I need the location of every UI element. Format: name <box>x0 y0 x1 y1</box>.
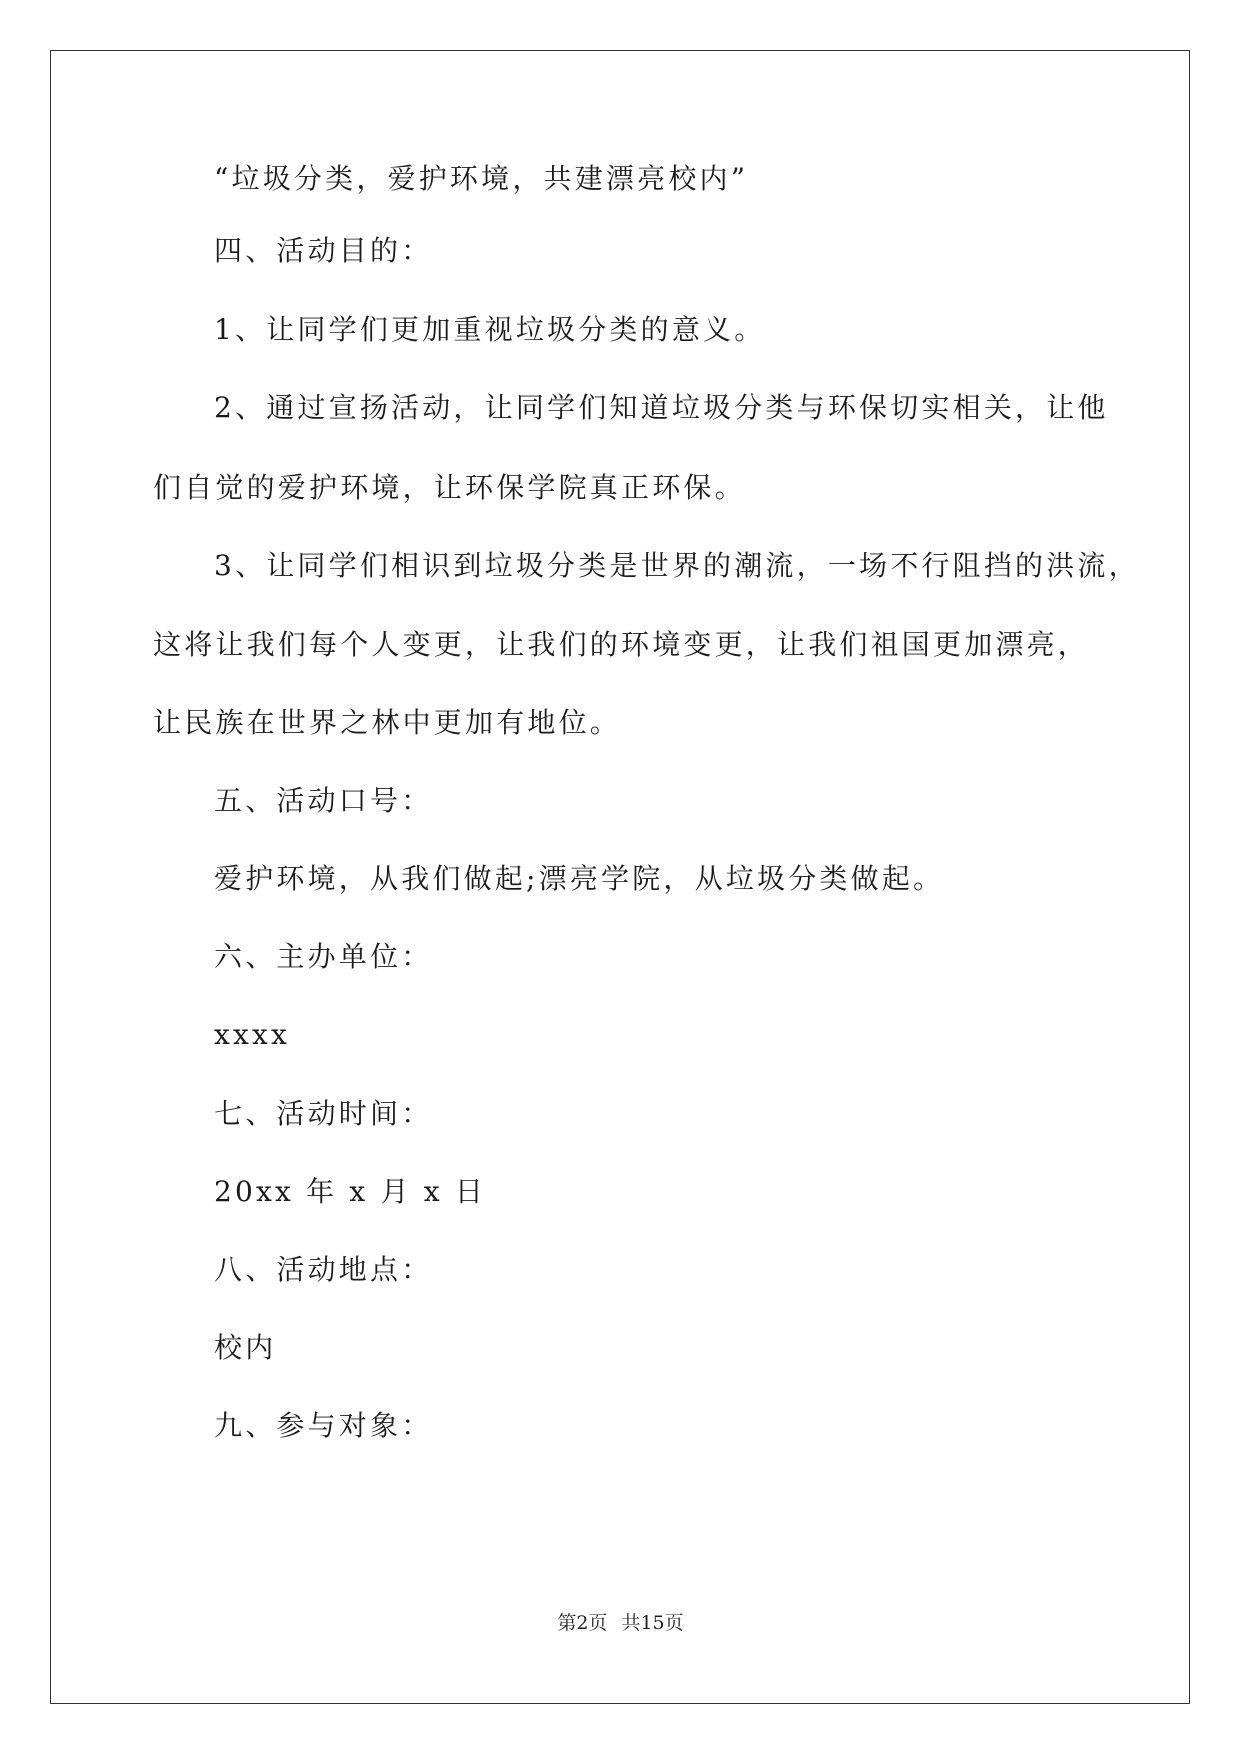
purpose-item-2-line-2: 们自觉的爱护环境，让环保学院真正环保。 <box>153 471 746 504</box>
page-number-current: 第2页 <box>557 1612 608 1634</box>
slogan-quote: “垃圾分类，爱护环境，共建漂亮校内” <box>214 162 749 195</box>
purpose-item-2-line-1: 2、通过宣扬活动，让同学们知道垃圾分类与环保切实相关，让他 <box>214 391 1109 424</box>
heading-activity-slogan: 五、活动口号： <box>214 784 433 817</box>
activity-slogan-text: 爱护环境，从我们做起;漂亮学院，从垃圾分类做起。 <box>214 862 945 895</box>
purpose-item-3-line-3: 让民族在世界之林中更加有地位。 <box>153 706 622 739</box>
purpose-item-3-line-2: 这将让我们每个人变更，让我们的环境变更，让我们祖国更加漂亮， <box>153 628 1090 661</box>
heading-activity-location: 八、活动地点： <box>214 1253 433 1286</box>
organizer-value: xxxx <box>214 1018 290 1051</box>
activity-time-value: 20xx 年 x 月 x 日 <box>214 1175 487 1208</box>
page-footer <box>0 1611 1241 1635</box>
heading-activity-time: 七、活动时间： <box>214 1097 433 1130</box>
page-number-total: 共15页 <box>621 1612 684 1634</box>
activity-location-value: 校内 <box>214 1331 277 1364</box>
heading-activity-purpose: 四、活动目的： <box>214 234 433 267</box>
purpose-item-1: 1、让同学们更加重视垃圾分类的意义。 <box>214 313 766 346</box>
heading-organizer: 六、主办单位： <box>214 940 433 973</box>
heading-participants: 九、参与对象： <box>214 1409 433 1442</box>
purpose-item-3-line-1: 3、让同学们相识到垃圾分类是世界的潮流，一场不行阻挡的洪流， <box>214 549 1140 582</box>
